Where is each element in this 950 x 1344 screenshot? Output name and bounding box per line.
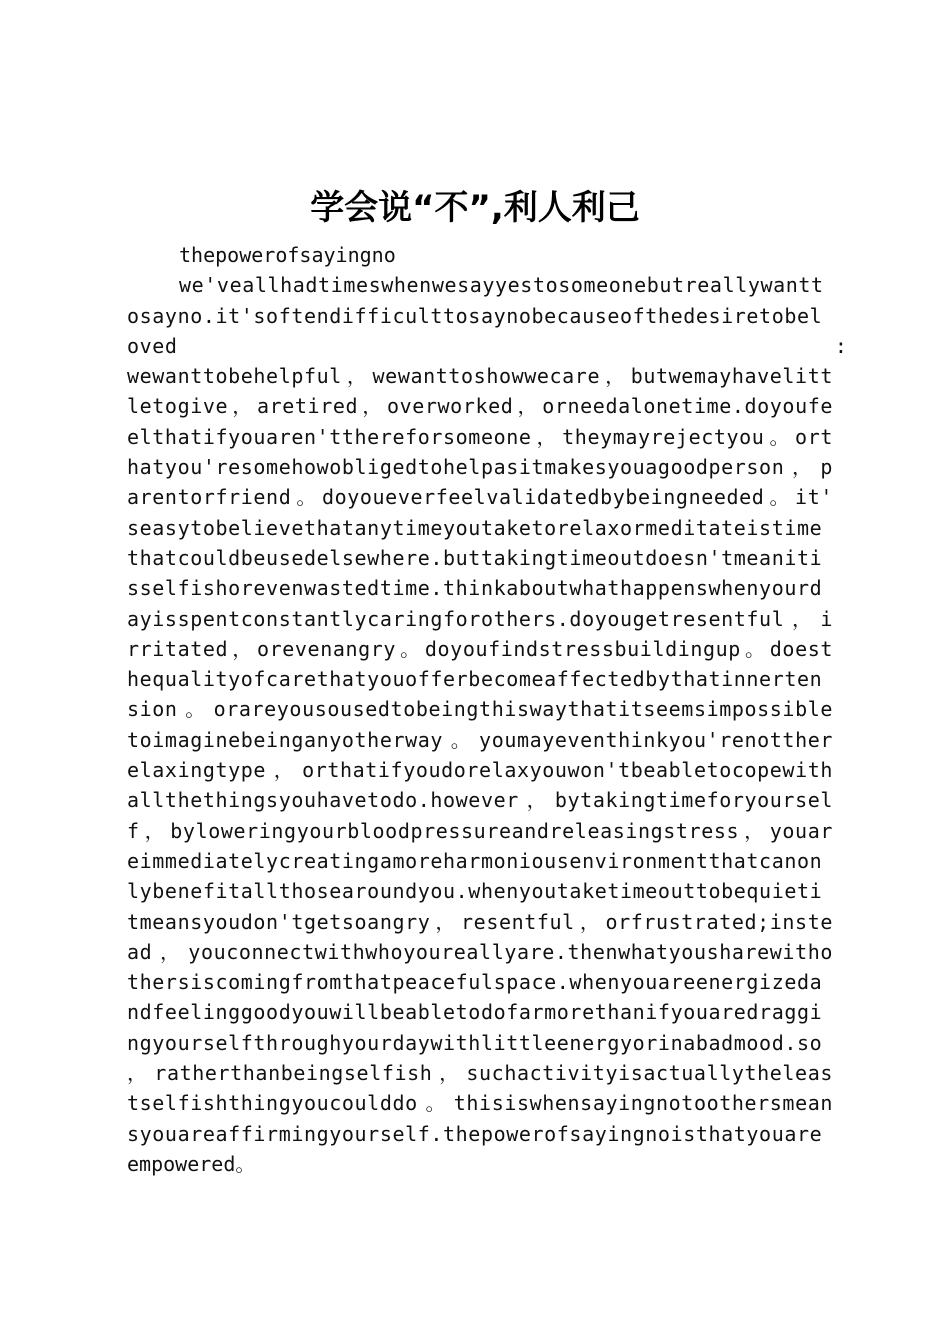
text-line: we'veallhadtimeswhenwesayyestosomeonebutreallywantt bbox=[179, 273, 824, 298]
text-line: elthatifyouaren'tthereforsomeone，theymayrejectyou。ort bbox=[127, 424, 833, 449]
text-line: eimmediatelycreatingamoreharmoniousenvironmentthatcanon bbox=[127, 848, 823, 873]
text-line: sion。orareyousousedtobeingthiswaythatitseemsimpossible bbox=[127, 697, 833, 722]
text-line: tmeansyoudon'tgetsoangry，resentful，orfrustrated;inste bbox=[127, 909, 833, 934]
text-line: lybenefitallthosearoundyou.whenyoutaketimeouttobequieti bbox=[127, 879, 823, 904]
text-line: ndfeelinggoodyouwillbeabletodofarmorethanifyouaredraggi bbox=[127, 1000, 823, 1025]
text-line: ad，youconnectwithwhoyoureallyare.thenwhatyousharewitho bbox=[127, 939, 833, 964]
document-title: 学会说“不”,利人利己 bbox=[310, 188, 640, 228]
text-line: syouareaffirmingyourself.thepowerofsayingnoisthatyouare bbox=[127, 1121, 823, 1146]
text-line: thersiscomingfromthatpeacefulspace.whenyouareenergizeda bbox=[127, 970, 823, 995]
text-line: hequalityofcarethatyouofferbecomeaffectedbythatinnerten bbox=[127, 667, 823, 692]
document-body bbox=[127, 240, 848, 1179]
text-line: letogive，aretired，overworked，orneedalonetime.doyoufe bbox=[127, 394, 833, 419]
text-line: ayisspentconstantlycaringforothers.doyougetresentful，i bbox=[127, 606, 833, 631]
text-line: allthethingsyouhavetodo.however，bytakingtimeforyoursel bbox=[127, 788, 833, 813]
text-line: thatcouldbeusedelsewhere.buttakingtimeoutdoesn'tmeaniti bbox=[127, 545, 823, 570]
text-line: hatyou'resomehowobligedtohelpasitmakesyouagoodperson，p bbox=[127, 455, 833, 480]
text-line: oved : bbox=[127, 333, 848, 358]
text-line: sselfishorevenwastedtime.thinkaboutwhathappenswhenyourd bbox=[127, 576, 823, 601]
text-line: seasytobelievethatanytimeyoutaketorelaxormeditateistime bbox=[127, 515, 823, 540]
text-line: ngyourselfthroughyourdaywithlittleenergyorinabadmood.so bbox=[127, 1030, 823, 1055]
text-line: rritated，orevenangry。doyoufindstressbuildingup。doest bbox=[127, 636, 833, 661]
section-heading: thepowerofsayingno bbox=[179, 243, 396, 267]
text-line: tselfishthingyoucoulddo。thisiswhensayingnotoothersmean bbox=[127, 1091, 833, 1116]
text-line: elaxingtype，orthatifyoudorelaxyouwon'tbeabletocopewith bbox=[127, 758, 833, 783]
text-line: ，ratherthanbeingselfish，suchactivityisactuallytheleas bbox=[127, 1061, 833, 1086]
text-line: arentorfriend。doyoueverfeelvalidatedbybeingneeded。it' bbox=[127, 485, 833, 510]
text-line: toimaginebeinganyotherway。youmayeventhinkyou'renotther bbox=[127, 727, 833, 752]
text-line: empowered。 bbox=[127, 1151, 256, 1176]
text-line: osayno.it'softendifficulttosaynobecauseofthedesiretobel bbox=[127, 303, 823, 328]
text-line: wewanttobehelpful，wewanttoshowwecare，butwemayhavelitt bbox=[127, 364, 833, 389]
text-line: f，byloweringyourbloodpressureandreleasingstress，youar bbox=[127, 818, 833, 843]
